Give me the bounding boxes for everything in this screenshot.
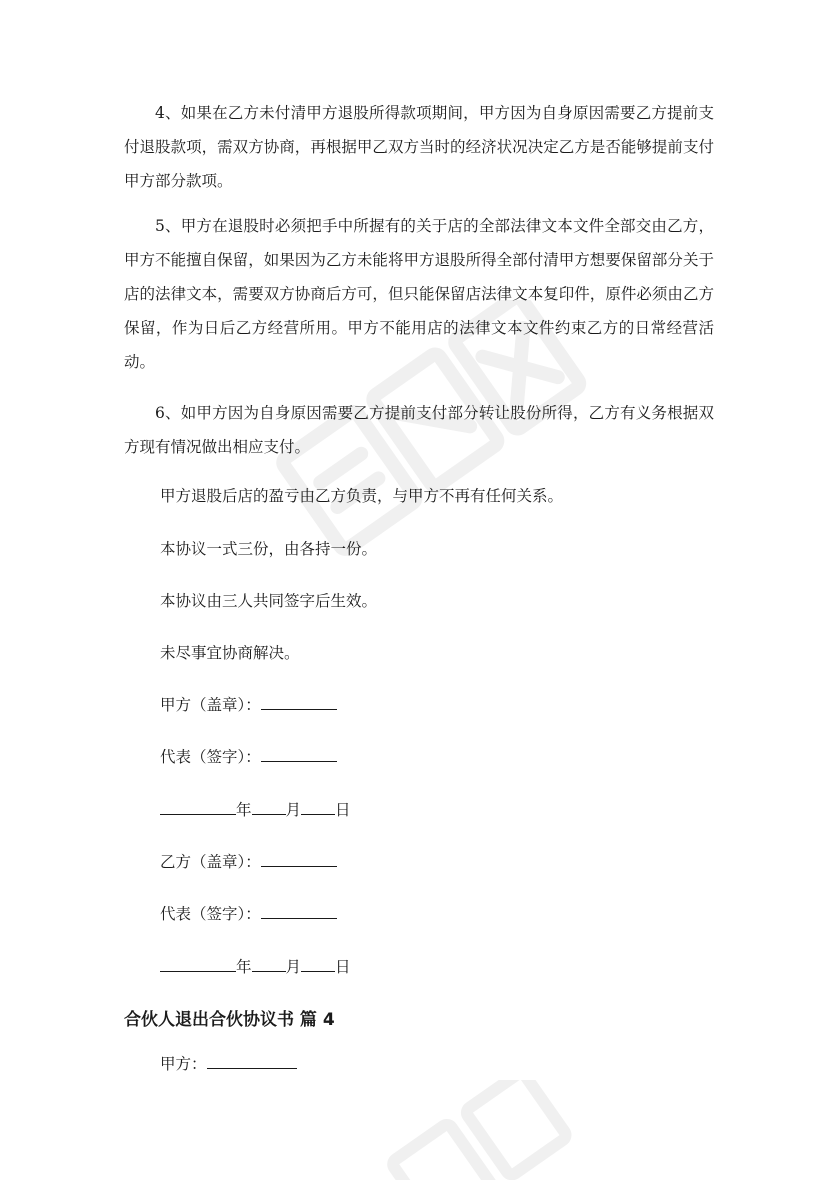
- date-b-month-label: 月: [285, 958, 302, 976]
- party-a-seal-blank[interactable]: [261, 693, 337, 710]
- section-party-a-blank[interactable]: [207, 1052, 297, 1069]
- clause-5: 5、甲方在退股时必须把手中所握有的关于店的全部法律文本文件全部交由乙方，甲方不能擅自保留，如果因为乙方未能将甲方退股所得全部付清甲方想要保留部分关于店的法律文本，需要双方协商后方可，但只能保留店法律文本复印件，原件必须由乙方保留，作为日后乙方经营所用。甲方不能用店的法律文本文件约束乙方的日常经营活动。: [124, 217, 714, 371]
- date-a-day-blank[interactable]: [301, 798, 335, 815]
- party-b-seal-label: 乙方（盖章）：: [160, 853, 261, 871]
- date-a-month-label: 月: [285, 801, 302, 819]
- rep-a-sign-label: 代表（签字）：: [160, 748, 261, 766]
- party-a-seal-line: [160, 692, 337, 718]
- section-party-a-line: [160, 1051, 297, 1077]
- party-b-seal-blank[interactable]: [261, 850, 337, 867]
- copies-statement: 本协议一式三份，由各持一份。: [160, 540, 378, 558]
- date-b-month-blank[interactable]: [252, 955, 286, 972]
- rep-b-sign-blank[interactable]: [261, 902, 337, 919]
- date-a-day-label: 日: [335, 801, 351, 819]
- clause-4: 4、如果在乙方未付清甲方退股所得款项期间，甲方因为自身原因需要乙方提前支付退股款项，需双方协商，再根据甲乙双方当时的经济状况决定乙方是否能够提前支付甲方部分款项。: [124, 104, 714, 190]
- date-a-line: [160, 797, 351, 823]
- date-a-year-label: 年: [236, 801, 252, 819]
- unresolved-statement: 未尽事宜协商解决。: [160, 644, 300, 662]
- rep-b-sign-label: 代表（签字）：: [160, 905, 261, 923]
- effective-statement: 本协议由三人共同签字后生效。: [160, 592, 378, 610]
- rep-a-sign-line: [160, 744, 337, 770]
- date-b-day-blank[interactable]: [301, 955, 335, 972]
- date-a-year-blank[interactable]: [160, 798, 236, 815]
- rep-b-sign-line: [160, 901, 337, 927]
- section-title: 合伙人退出合伙协议书 篇 4: [124, 1010, 335, 1030]
- date-b-line: [160, 954, 351, 980]
- party-b-seal-line: [160, 849, 337, 875]
- date-b-year-label: 年: [236, 958, 252, 976]
- date-b-day-label: 日: [335, 958, 351, 976]
- rep-a-sign-blank[interactable]: [261, 745, 337, 762]
- clause-6: 6、如甲方因为自身原因需要乙方提前支付部分转让股份所得，乙方有义务根据双方现有情况做出相应支付。: [124, 404, 714, 456]
- date-a-month-blank[interactable]: [252, 798, 286, 815]
- profit-statement: 甲方退股后店的盈亏由乙方负责，与甲方不再有任何关系。: [160, 487, 564, 505]
- party-a-seal-label: 甲方（盖章）：: [160, 696, 261, 714]
- date-b-year-blank[interactable]: [160, 955, 236, 972]
- section-party-a-label: 甲方：: [160, 1055, 207, 1073]
